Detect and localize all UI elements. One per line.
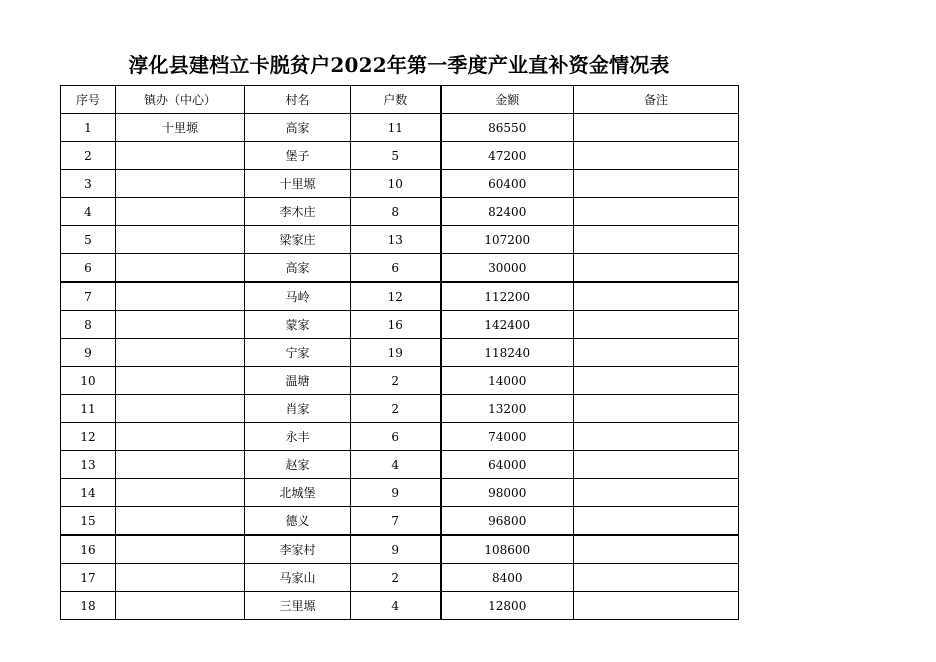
cell-households[interactable]: 5 [351, 142, 441, 170]
cell-town[interactable] [116, 226, 245, 254]
table-row [61, 254, 739, 283]
cell-households[interactable]: 12 [351, 282, 441, 311]
cell-seq[interactable]: 11 [61, 395, 116, 423]
table-row [61, 170, 739, 198]
fund-table [60, 85, 739, 620]
cell-town[interactable] [116, 254, 245, 283]
cell-town[interactable] [116, 198, 245, 226]
cell-town[interactable] [116, 282, 245, 311]
header-row [61, 86, 739, 114]
table-row [61, 479, 739, 507]
cell-town[interactable] [116, 423, 245, 451]
cell-village[interactable]: 宁家 [245, 339, 351, 367]
cell-remarks[interactable] [574, 142, 739, 170]
cell-remarks[interactable] [574, 367, 739, 395]
cell-village[interactable]: 李家村 [245, 535, 351, 564]
cell-town[interactable] [116, 479, 245, 507]
cell-amount[interactable]: 14000 [441, 367, 574, 395]
cell-amount[interactable]: 74000 [441, 423, 574, 451]
cell-town[interactable] [116, 311, 245, 339]
cell-amount[interactable]: 8400 [441, 564, 574, 592]
cell-town[interactable] [116, 451, 245, 479]
cell-seq[interactable]: 16 [61, 535, 116, 564]
cell-seq[interactable]: 5 [61, 226, 116, 254]
cell-households[interactable]: 2 [351, 367, 441, 395]
table-row [61, 339, 739, 367]
cell-seq[interactable]: 6 [61, 254, 116, 283]
cell-seq[interactable]: 4 [61, 198, 116, 226]
cell-amount[interactable]: 12800 [441, 592, 574, 620]
cell-households[interactable]: 6 [351, 423, 441, 451]
table-row [61, 198, 739, 226]
cell-households[interactable]: 9 [351, 535, 441, 564]
cell-households[interactable]: 2 [351, 395, 441, 423]
cell-households[interactable]: 7 [351, 507, 441, 536]
cell-seq[interactable]: 18 [61, 592, 116, 620]
cell-village[interactable]: 十里塬 [245, 170, 351, 198]
cell-amount[interactable]: 60400 [441, 170, 574, 198]
cell-town[interactable] [116, 367, 245, 395]
sheet-title: 淳化县建档立卡脱贫户2022年第一季度产业直补资金情况表 [128, 53, 670, 77]
cell-seq[interactable]: 9 [61, 339, 116, 367]
table-row [61, 592, 739, 620]
cell-households[interactable]: 11 [351, 114, 441, 142]
cell-village[interactable]: 三里塬 [245, 592, 351, 620]
cell-seq[interactable]: 10 [61, 367, 116, 395]
table-row [61, 423, 739, 451]
cell-village[interactable]: 李木庄 [245, 198, 351, 226]
cell-remarks[interactable] [574, 226, 739, 254]
cell-town[interactable] [116, 395, 245, 423]
table-row [61, 142, 739, 170]
cell-town[interactable]: 十里塬 [116, 114, 245, 142]
cell-remarks[interactable] [574, 170, 739, 198]
cell-amount[interactable]: 118240 [441, 339, 574, 367]
cell-seq[interactable]: 15 [61, 507, 116, 536]
table-row [61, 507, 739, 536]
table-row [61, 226, 739, 254]
table-row [61, 282, 739, 311]
cell-town[interactable] [116, 592, 245, 620]
header-remarks[interactable]: 备注 [574, 86, 739, 114]
cell-amount[interactable]: 142400 [441, 311, 574, 339]
cell-amount[interactable]: 30000 [441, 254, 574, 283]
table-row [61, 451, 739, 479]
cell-remarks[interactable] [574, 198, 739, 226]
cell-households[interactable]: 8 [351, 198, 441, 226]
cell-households[interactable]: 6 [351, 254, 441, 283]
cell-remarks[interactable] [574, 507, 739, 536]
cell-households[interactable]: 19 [351, 339, 441, 367]
cell-seq[interactable]: 14 [61, 479, 116, 507]
cell-town[interactable] [116, 170, 245, 198]
cell-seq[interactable]: 1 [61, 114, 116, 142]
cell-amount[interactable]: 98000 [441, 479, 574, 507]
cell-households[interactable]: 16 [351, 311, 441, 339]
header-amount[interactable]: 金额 [441, 86, 574, 114]
cell-village[interactable]: 北城堡 [245, 479, 351, 507]
cell-amount[interactable]: 47200 [441, 142, 574, 170]
cell-remarks[interactable] [574, 592, 739, 620]
cell-remarks[interactable] [574, 479, 739, 507]
cell-remarks[interactable] [574, 311, 739, 339]
cell-remarks[interactable] [574, 423, 739, 451]
cell-households[interactable]: 9 [351, 479, 441, 507]
cell-village[interactable]: 德义 [245, 507, 351, 536]
cell-remarks[interactable] [574, 114, 739, 142]
cell-remarks[interactable] [574, 254, 739, 283]
cell-village[interactable]: 肖家 [245, 395, 351, 423]
cell-households[interactable]: 10 [351, 170, 441, 198]
cell-remarks[interactable] [574, 451, 739, 479]
cell-town[interactable] [116, 339, 245, 367]
cell-amount[interactable]: 107200 [441, 226, 574, 254]
cell-amount[interactable]: 64000 [441, 451, 574, 479]
table-row [61, 311, 739, 339]
cell-remarks[interactable] [574, 339, 739, 367]
cell-seq[interactable]: 3 [61, 170, 116, 198]
cell-amount[interactable]: 112200 [441, 282, 574, 311]
cell-village[interactable]: 梁家庄 [245, 226, 351, 254]
cell-village[interactable]: 马岭 [245, 282, 351, 311]
cell-households[interactable]: 4 [351, 592, 441, 620]
cell-households[interactable]: 4 [351, 451, 441, 479]
cell-seq[interactable]: 12 [61, 423, 116, 451]
cell-remarks[interactable] [574, 282, 739, 311]
cell-amount[interactable]: 13200 [441, 395, 574, 423]
cell-town[interactable] [116, 564, 245, 592]
cell-village[interactable]: 永丰 [245, 423, 351, 451]
cell-village[interactable]: 高家 [245, 254, 351, 283]
header-households[interactable]: 户数 [351, 86, 441, 114]
table-row [61, 367, 739, 395]
cell-remarks[interactable] [574, 564, 739, 592]
cell-seq[interactable]: 7 [61, 282, 116, 311]
cell-amount[interactable]: 86550 [441, 114, 574, 142]
cell-town[interactable] [116, 142, 245, 170]
cell-town[interactable] [116, 507, 245, 536]
cell-village[interactable]: 蒙家 [245, 311, 351, 339]
table-row [61, 535, 739, 564]
cell-remarks[interactable] [574, 535, 739, 564]
cell-seq[interactable]: 2 [61, 142, 116, 170]
cell-village[interactable]: 赵家 [245, 451, 351, 479]
cell-seq[interactable]: 8 [61, 311, 116, 339]
cell-amount[interactable]: 108600 [441, 535, 574, 564]
cell-town[interactable] [116, 535, 245, 564]
table-row [61, 564, 739, 592]
cell-seq[interactable]: 17 [61, 564, 116, 592]
cell-amount[interactable]: 82400 [441, 198, 574, 226]
header-seq[interactable]: 序号 [61, 86, 116, 114]
cell-village[interactable]: 高家 [245, 114, 351, 142]
cell-village[interactable]: 温塘 [245, 367, 351, 395]
cell-remarks[interactable] [574, 395, 739, 423]
table-row [61, 395, 739, 423]
cell-seq[interactable]: 13 [61, 451, 116, 479]
cell-households[interactable]: 2 [351, 564, 441, 592]
header-village[interactable]: 村名 [245, 86, 351, 114]
table-row [61, 114, 739, 142]
cell-households[interactable]: 13 [351, 226, 441, 254]
header-town[interactable]: 镇办（中心） [116, 86, 245, 114]
cell-village[interactable]: 堡子 [245, 142, 351, 170]
cell-amount[interactable]: 96800 [441, 507, 574, 536]
cell-village[interactable]: 马家山 [245, 564, 351, 592]
